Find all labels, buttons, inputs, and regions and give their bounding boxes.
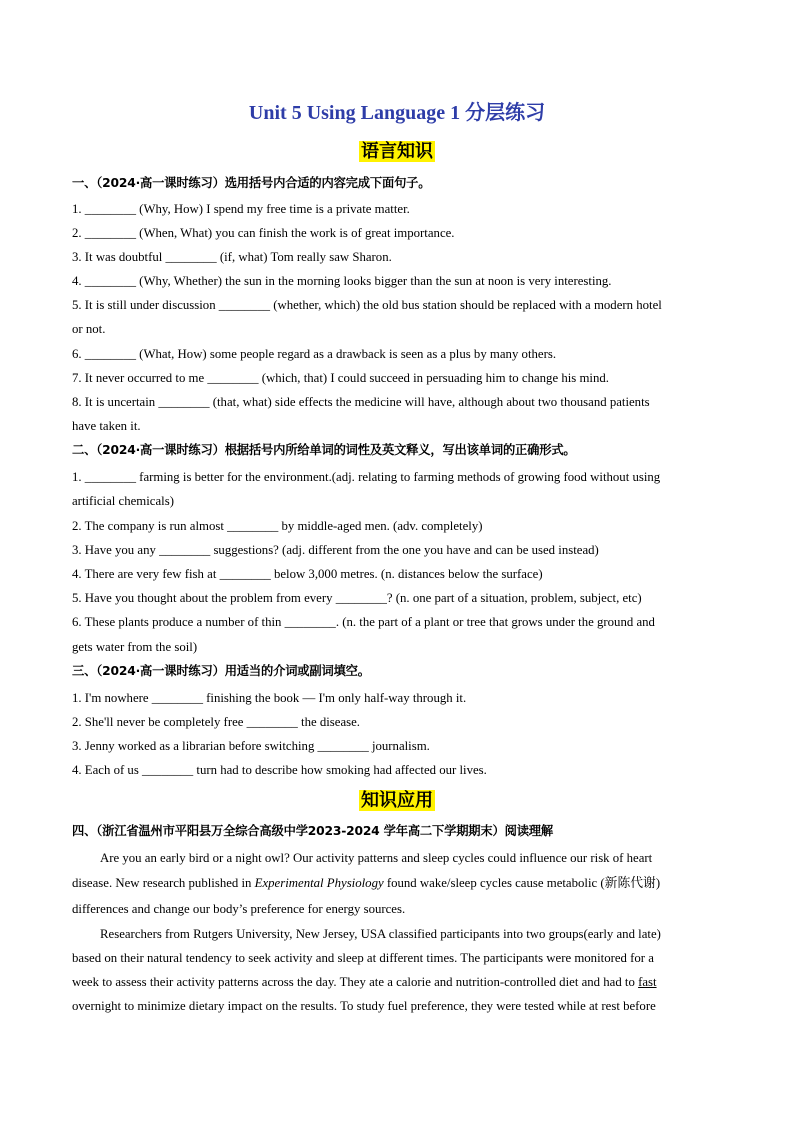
exercise-line: 4. There are very few fish at ________ below 3,000 metres. (n. distances below the surface) xyxy=(72,567,543,581)
exercise-line: 2. The company is run almost ________ by middle-aged men. (adv. completely) xyxy=(72,519,483,533)
band-label: 知识应用 xyxy=(361,790,433,811)
exercise-line: 6. These plants produce a number of thin ________. (n. the part of a plant or tree that grows under the ground and xyxy=(72,615,655,629)
passage-line: overnight to minimize dietary impact on the results. To study fuel preference, they were tested while at rest before xyxy=(72,999,656,1013)
exercise-line: 4. ________ (Why, Whether) the sun in the morning looks bigger than the sun at noon is very interesting. xyxy=(72,274,612,288)
section2-header: 二、（2024·高一课时练习）根据括号内所给单词的词性及英文释义，写出该单词的正确形式。 xyxy=(72,443,576,457)
passage-text: found wake/sleep cycles cause metabolic (新陈代谢) xyxy=(383,876,661,890)
exercise-line: 3. It was doubtful ________ (if, what) Tom really saw Sharon. xyxy=(72,250,392,264)
passage-line: Researchers from Rutgers University, New Jersey, USA classified participants into two groups(early and late) xyxy=(100,927,661,941)
band-label: 语言知识 xyxy=(361,141,433,162)
section-band-language-knowledge xyxy=(0,137,794,163)
section4-header: 四、（浙江省温州市平阳县万全综合高级中学2023-2024 学年高二下学期期末）阅读理解 xyxy=(72,824,553,838)
exercise-line: or not. xyxy=(72,322,106,336)
page-title: Unit 5 Using Language 1 分层练习 xyxy=(248,102,546,124)
exercise-line: 7. It never occurred to me ________ (which, that) I could succeed in persuading him to change his mind. xyxy=(72,371,609,385)
journal-name: Experimental Physiology xyxy=(254,876,384,890)
exercise-line: 3. Jenny worked as a librarian before switching ________ journalism. xyxy=(72,739,430,753)
passage-line xyxy=(72,973,722,991)
exercise-line: 1. ________ farming is better for the environment.(adj. relating to farming methods of growing food without using xyxy=(72,470,661,484)
exercise-line: 6. ________ (What, How) some people regard as a drawback is seen as a plus by many others. xyxy=(72,347,557,361)
exercise-line: have taken it. xyxy=(72,419,141,433)
passage-line xyxy=(72,874,722,892)
section-band-knowledge-application xyxy=(0,786,794,812)
passage-line: based on their natural tendency to seek activity and sleep at different times. The participants were monitored for a xyxy=(72,951,654,965)
exercise-line: 5. Have you thought about the problem from every ________? (n. one part of a situation, problem, subject, etc) xyxy=(72,591,642,605)
exercise-line: 1. ________ (Why, How) I spend my free time is a private matter. xyxy=(72,202,410,216)
passage-line: differences and change our body’s preference for energy sources. xyxy=(72,902,406,916)
underlined-word: fast xyxy=(638,975,657,989)
passage-text: disease. New research published in xyxy=(72,876,255,890)
passage-text: week to assess their activity patterns across the day. They ate a calorie and nutrition-controlled diet and had to xyxy=(72,975,639,989)
section3-header: 三、（2024·高一课时练习）用适当的介词或副词填空。 xyxy=(72,664,370,678)
section1-header: 一、（2024·高一课时练习）选用括号内合适的内容完成下面句子。 xyxy=(72,176,431,190)
exercise-line: artificial chemicals) xyxy=(72,494,174,508)
exercise-line: 2. ________ (When, What) you can finish the work is of great importance. xyxy=(72,226,455,240)
exercise-line: 5. It is still under discussion ________ (whether, which) the old bus station should be replaced with a modern hotel xyxy=(72,298,662,312)
exercise-line: 8. It is uncertain ________ (that, what) side effects the medicine will have, although about two thousand patients xyxy=(72,395,650,409)
exercise-line: gets water from the soil) xyxy=(72,640,198,654)
exercise-line: 1. I'm nowhere ________ finishing the book — I'm only half-way through it. xyxy=(72,691,467,705)
exercise-line: 2. She'll never be completely free ________ the disease. xyxy=(72,715,361,729)
passage-line: Are you an early bird or a night owl? Our activity patterns and sleep cycles could influence our risk of heart xyxy=(100,851,653,865)
exercise-line: 3. Have you any ________ suggestions? (adj. different from the one you have and can be used instead) xyxy=(72,543,599,557)
exercise-line: 4. Each of us ________ turn had to describe how smoking had affected our lives. xyxy=(72,763,487,777)
